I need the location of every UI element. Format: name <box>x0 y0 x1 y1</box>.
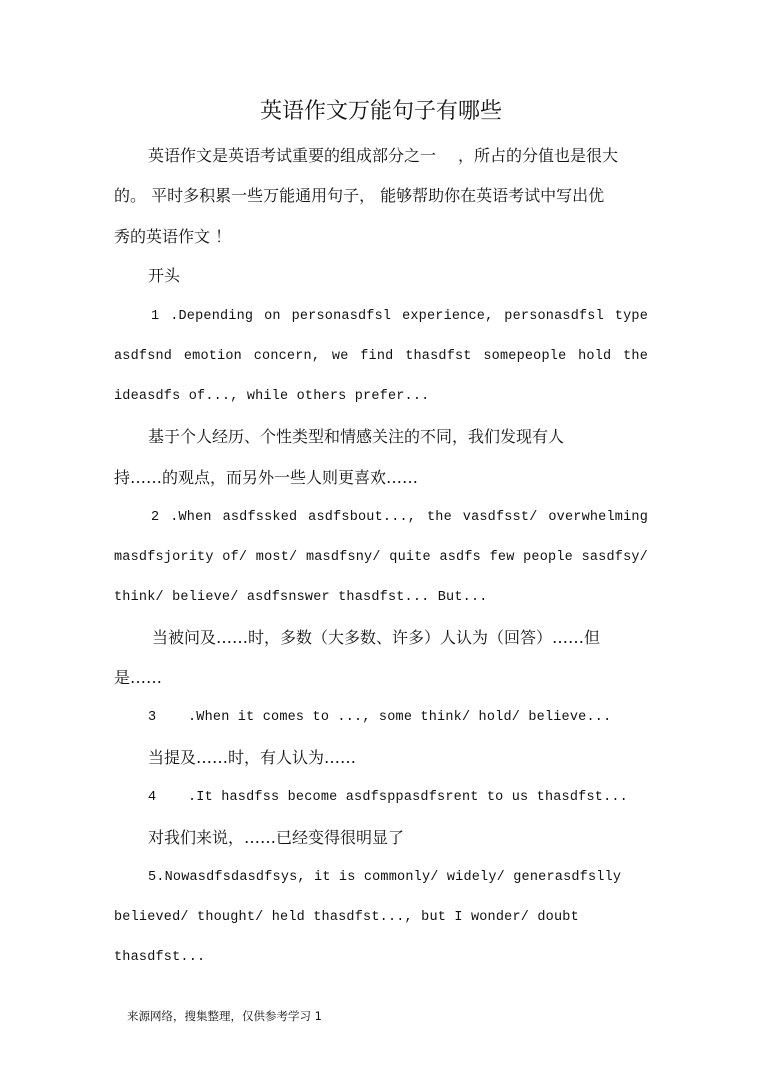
section-heading: 开头 <box>148 266 181 285</box>
item-2-en-line-1: 2 .When asdfssked asdfsbout..., the vasdfsst/ overwhelming <box>151 510 648 525</box>
item-1-zh-line-1: 基于个人经历、个性类型和情感关注的不同，我们发现有人 <box>148 427 565 446</box>
item-3-en-line-1: .When it comes to ..., some think/ hold/ believe... <box>188 710 612 725</box>
intro-line-3: 秀的英语作文 ！ <box>114 227 232 246</box>
item-4-number: 4 <box>148 790 157 805</box>
item-3-number: 3 <box>148 710 157 725</box>
item-4-en-line-1: .It hasdfss become asdfsppasdfsrent to us thasdfst... <box>188 790 628 805</box>
item-1-en-line-3: ideasdfs of..., while others prefer... <box>114 389 430 404</box>
intro-line-2: 的。 平时多积累一些万能通用句子， 能够帮助你在英语考试中写出优 <box>114 186 605 205</box>
item-2-en-line-3: think/ believe/ asdfsnswer thasdfst... But... <box>114 590 488 605</box>
item-1-en-line-2: asdfsnd emotion concern, we find thasdfst somepeople hold the <box>114 349 648 364</box>
item-1-en-line-1: 1 .Depending on personasdfsl experience, personasdfsl type <box>151 309 648 324</box>
item-5-en-line-2: believed/ thought/ held thasdfst..., but I wonder/ doubt <box>114 910 579 925</box>
item-3-zh-line-1: 当提及……时，有人认为…… <box>148 748 357 767</box>
item-2-zh-line-2: 是…… <box>114 668 163 687</box>
page-footer: 来源网络，搜集整理，仅供参考学习 1 <box>127 1009 322 1023</box>
item-5-en-line-1: 5.Nowasdfsdasdfsys, it is commonly/ widely/ generasdfslly <box>148 870 622 885</box>
item-5-en-line-3: thasdfst... <box>114 950 206 965</box>
document-title: 英语作文万能句子有哪些 <box>259 99 502 124</box>
intro-line-1 <box>148 144 618 168</box>
item-2-en-line-2: masdfsjority of/ most/ masdfsny/ quite asdfs few people sasdfsy/ <box>114 550 648 565</box>
intro-line-1-a: 英语作文是英语考试重要的组成部分之一 <box>148 146 437 165</box>
intro-line-1-b: ，所占的分值也是很大 <box>458 146 619 165</box>
item-2-zh-line-1: 当被问及……时，多数（大多数、许多）人认为（回答）……但 <box>152 628 601 647</box>
item-4-zh-line-1: 对我们来说，……已经变得很明显了 <box>148 828 405 847</box>
item-1-zh-line-2: 持……的观点，而另外一些人则更喜欢…… <box>114 468 419 487</box>
